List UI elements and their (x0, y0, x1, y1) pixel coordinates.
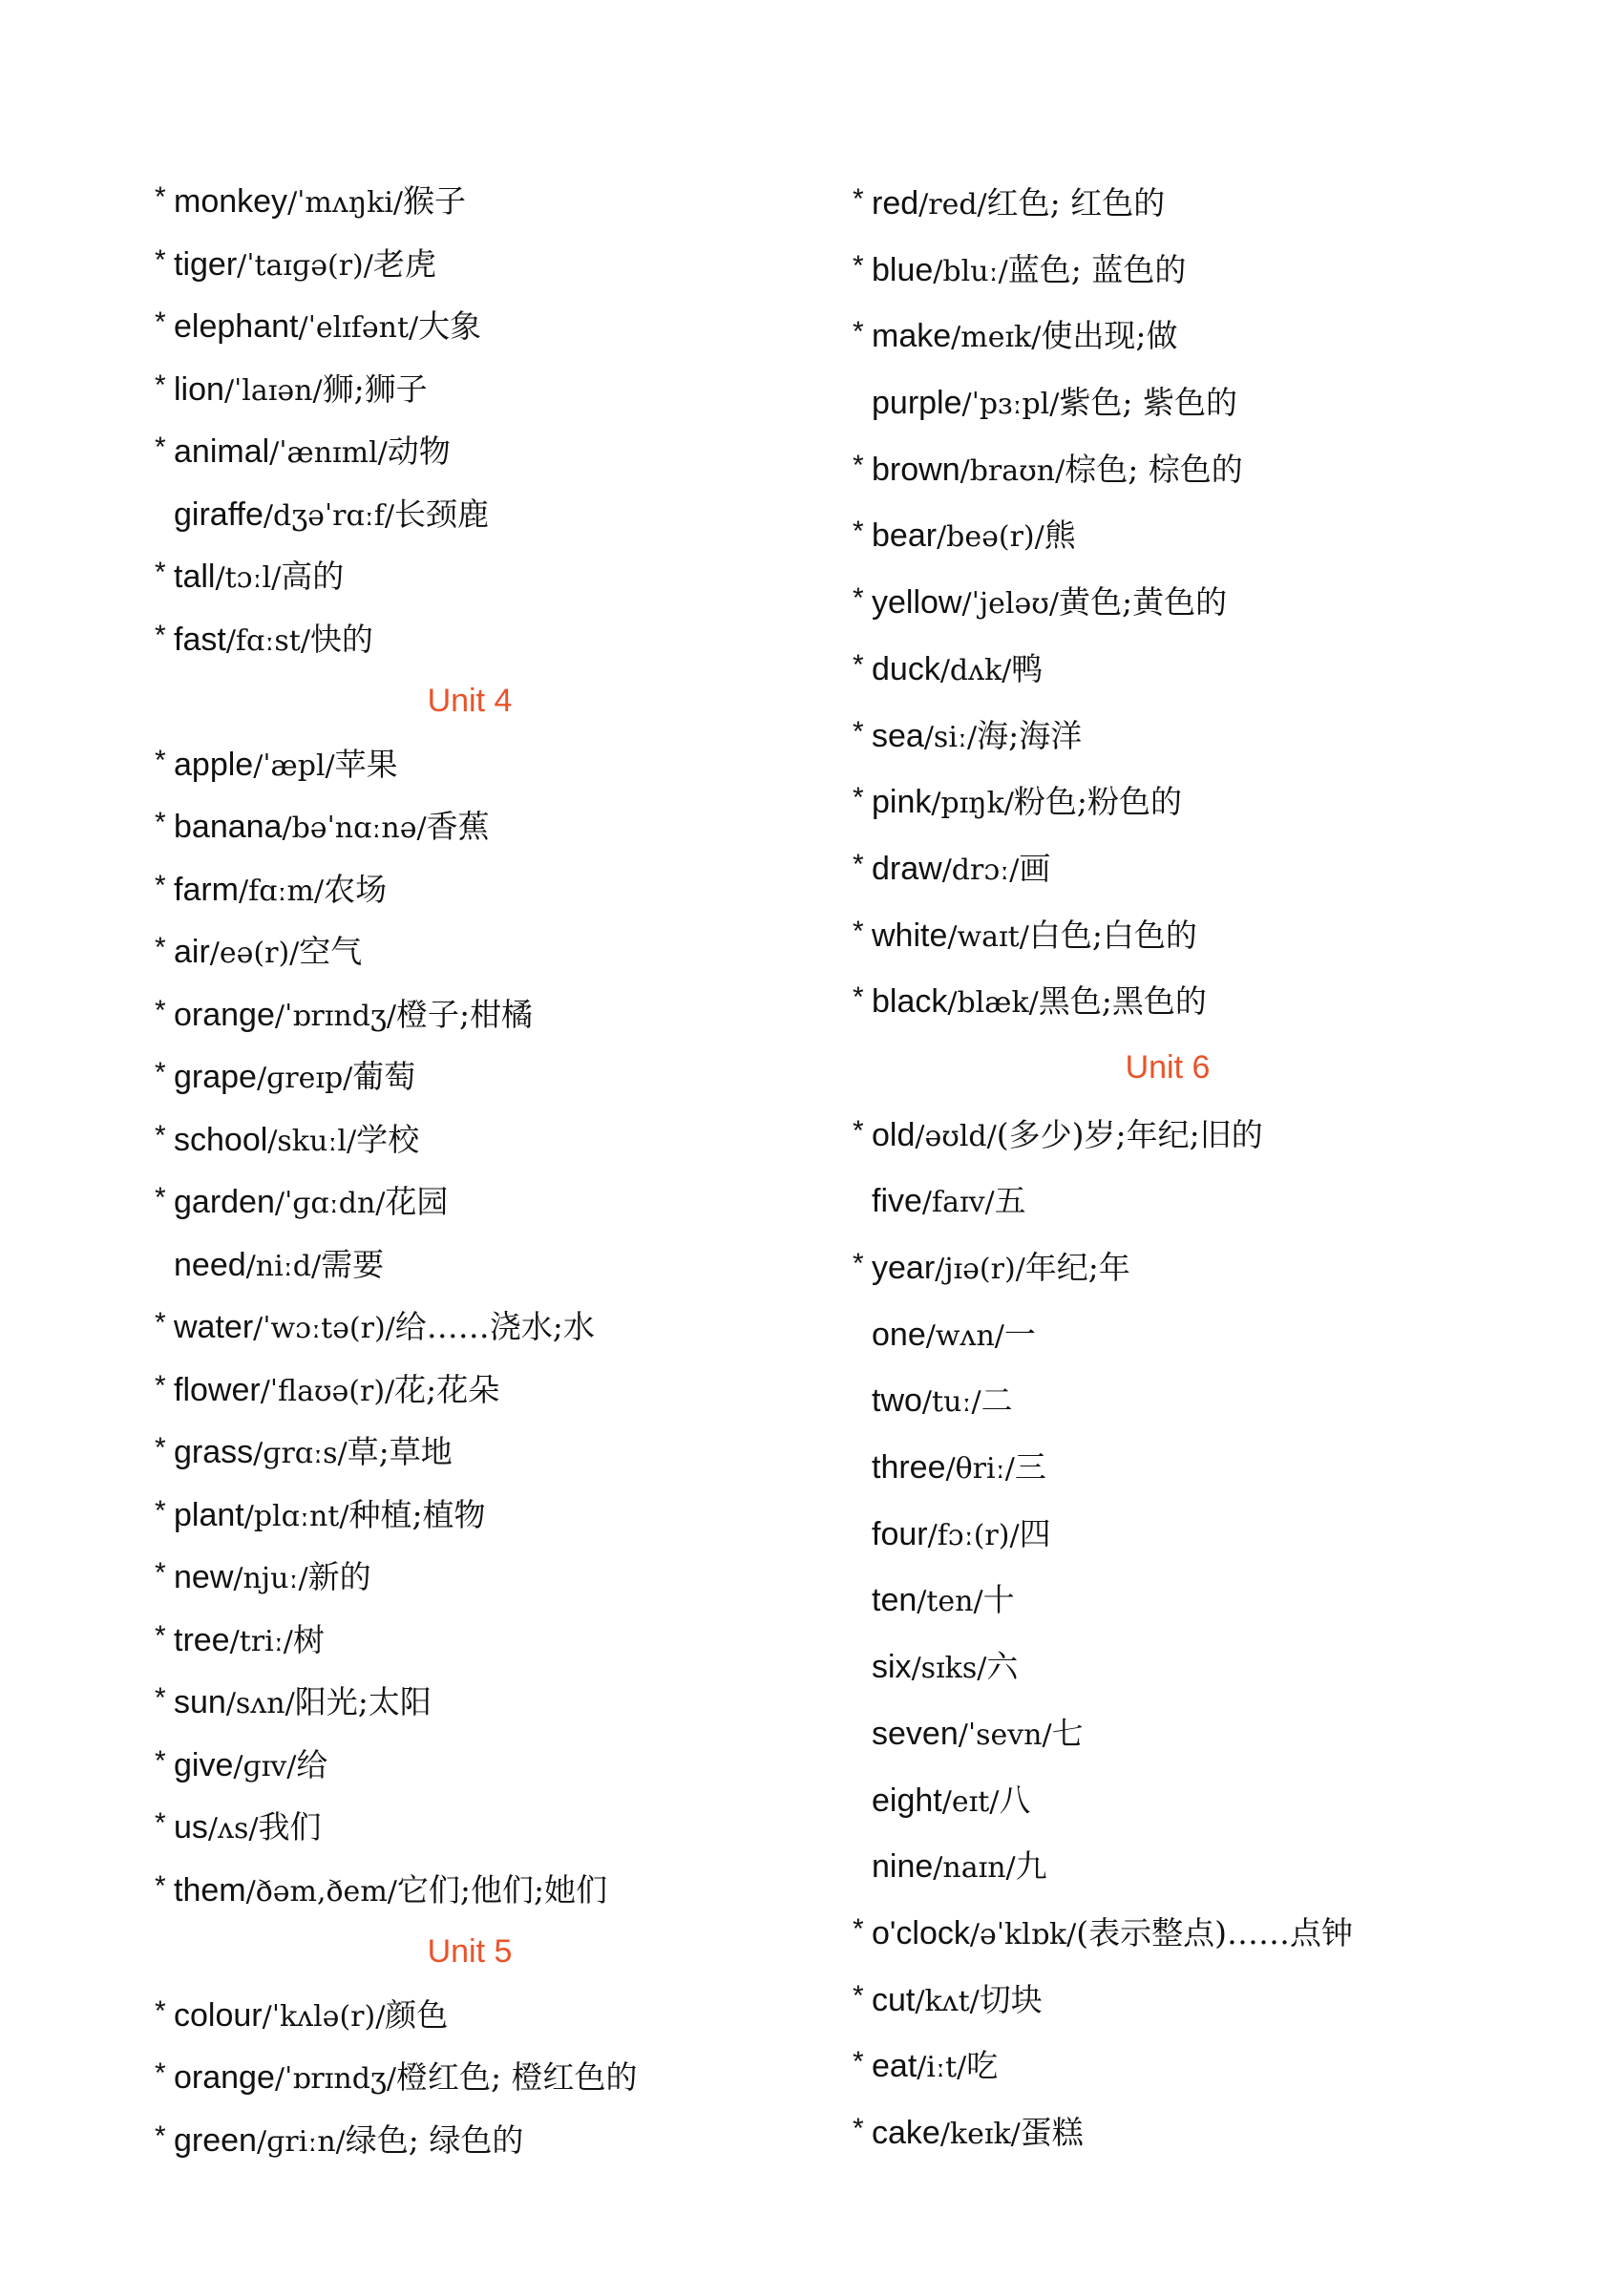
chinese-meaning: 鸭 (1011, 649, 1044, 687)
star-mark: * (853, 1979, 864, 2012)
phonetic-transcription: /ʌs/ (207, 1812, 259, 1846)
vocab-entry (155, 2046, 880, 2109)
vocab-entry (155, 1484, 880, 1547)
vocab-word: purple (872, 385, 962, 422)
vocab-entry (155, 1234, 880, 1297)
vocab-entry (853, 1501, 1578, 1568)
star-mark: * (853, 183, 864, 215)
vocab-word: blue (872, 251, 934, 288)
chinese-meaning: 红色; 红色的 (986, 184, 1166, 221)
star-mark: * (155, 1807, 166, 1839)
chinese-meaning: 棕色; 棕色的 (1065, 450, 1243, 488)
phonetic-transcription: /ˈkʌlə(r)/ (262, 1999, 386, 2034)
star-mark: * (853, 249, 864, 282)
phonetic-transcription: /ˈɒrɪndʒ/ (274, 2062, 396, 2096)
vocab-word: nine (872, 1848, 934, 1886)
chinese-meaning: 紫色; 紫色的 (1059, 384, 1237, 422)
phonetic-transcription: /ˈwɔːtə(r)/ (253, 1312, 395, 1345)
phonetic-transcription: /əˈklɒk/ (969, 1917, 1077, 1951)
vocab-entry (155, 2109, 880, 2172)
vocab-entry (155, 1421, 880, 1484)
vocab-word: green (174, 2121, 257, 2159)
vocab-word: tall (174, 559, 216, 595)
vocab-word: fast (174, 621, 226, 658)
vocab-word: flower (174, 1371, 261, 1408)
chinese-meaning: 老虎 (372, 244, 436, 283)
vocab-entry (155, 170, 880, 233)
vocab-word: tree (174, 1621, 230, 1658)
chinese-meaning: 五 (994, 1182, 1026, 1220)
vocab-word: o'clock (872, 1914, 970, 1951)
phonetic-transcription: /θriː/ (945, 1452, 1015, 1487)
chinese-meaning: (表示整点)……点钟 (1076, 1913, 1353, 1951)
star-mark: * (853, 648, 864, 681)
vocab-word: need (174, 1246, 246, 1283)
phonetic-transcription: /kʌt/ (915, 1984, 980, 2018)
star-mark: * (155, 1119, 166, 1151)
phonetic-transcription: /ten/ (917, 1585, 983, 1619)
vocab-word: plant (174, 1496, 244, 1533)
phonetic-transcription: /bəˈnɑːnə/ (282, 812, 427, 845)
chinese-meaning: 七 (1051, 1714, 1084, 1752)
phonetic-transcription: /ɡreɪp/ (256, 1062, 353, 1095)
chinese-meaning: 它们;他们;她们 (396, 1870, 608, 1909)
chinese-meaning: 黑色;黑色的 (1038, 982, 1207, 1021)
vocab-entry (155, 1796, 880, 1859)
vocab-entry (155, 733, 880, 796)
star-mark: * (853, 516, 864, 548)
chinese-meaning: 苹果 (334, 745, 398, 783)
star-mark: * (155, 869, 166, 901)
vocab-entry (853, 170, 1578, 237)
vocab-word: three (872, 1449, 946, 1487)
vocab-word: six (872, 1649, 912, 1686)
star-mark: * (853, 316, 864, 348)
vocab-entry (155, 233, 880, 296)
phonetic-transcription: /naɪn/ (933, 1851, 1016, 1886)
chinese-meaning: 猴子 (403, 182, 467, 220)
phonetic-transcription: /fɔː(r)/ (927, 1518, 1020, 1552)
chinese-meaning: 葡萄 (352, 1058, 416, 1095)
chinese-meaning: 白色;白色的 (1028, 916, 1197, 954)
chinese-meaning: 绿色; 绿色的 (345, 2120, 524, 2159)
unit-heading: Unit 5 (427, 1933, 513, 1970)
chinese-meaning: 高的 (281, 558, 345, 595)
vocab-word: colour (174, 1996, 263, 2034)
star-mark: * (853, 1912, 864, 1945)
vocab-word: make (872, 318, 952, 355)
star-mark: * (853, 782, 864, 814)
star-mark: * (155, 432, 166, 463)
star-mark: * (155, 557, 166, 588)
star-mark: * (155, 243, 166, 276)
vocab-entry (853, 968, 1578, 1035)
chinese-meaning: 四 (1019, 1514, 1051, 1552)
chinese-meaning: 蛋糕 (1020, 2113, 1084, 2151)
phonetic-transcription: /jɪə(r)/ (935, 1253, 1025, 1286)
phonetic-transcription: /ˈlaɪən/ (223, 373, 323, 408)
chinese-meaning: 需要 (321, 1245, 385, 1283)
vocab-entry (853, 303, 1578, 369)
vocab-entry (155, 1734, 880, 1797)
vocab-entry (853, 1434, 1578, 1501)
phonetic-transcription: /waɪt/ (947, 919, 1029, 954)
vocab-word: old (872, 1116, 916, 1153)
vocab-word: duck (872, 650, 940, 687)
vocab-word: bear (872, 517, 938, 555)
vocab-word: black (872, 983, 948, 1021)
vocab-word: lion (174, 370, 224, 408)
vocab-word: two (872, 1382, 922, 1420)
vocab-word: ten (872, 1582, 917, 1619)
vocab-entry (853, 569, 1578, 636)
chinese-meaning: (多少)岁;年纪;旧的 (996, 1115, 1263, 1153)
star-mark: * (155, 1369, 166, 1402)
vocab-entry (853, 237, 1578, 304)
chinese-meaning: 十 (982, 1581, 1015, 1619)
vocab-word: white (872, 917, 948, 954)
vocab-word: yellow (872, 584, 962, 622)
star-mark: * (853, 981, 864, 1014)
phonetic-transcription: /ˈænɪml/ (269, 436, 388, 470)
vocab-word: one (872, 1316, 926, 1353)
vocab-entry (853, 769, 1578, 835)
vocab-word: sea (872, 717, 924, 754)
chinese-meaning: 大象 (418, 307, 482, 345)
vocab-word: new (174, 1559, 234, 1595)
vocab-entry (155, 608, 880, 671)
chinese-meaning: 阳光;太阳 (294, 1683, 432, 1720)
chinese-meaning: 橙子;柑橘 (395, 995, 534, 1033)
phonetic-transcription: /ðəm,ðem/ (245, 1874, 397, 1909)
vocab-word: eat (872, 2048, 917, 2085)
phonetic-transcription: /tɔːl/ (215, 561, 282, 595)
chinese-meaning: 八 (999, 1781, 1031, 1819)
chinese-meaning: 草;草地 (347, 1433, 453, 1470)
vocab-word: year (872, 1250, 936, 1286)
vocab-word: red (872, 185, 919, 221)
phonetic-transcription: /ˈflaʊə(r)/ (260, 1374, 395, 1408)
vocab-word: pink (872, 784, 932, 821)
vocab-entry (853, 1833, 1578, 1900)
chinese-meaning: 二 (981, 1382, 1013, 1420)
unit-heading: Unit 4 (427, 683, 513, 719)
star-mark: * (155, 1994, 166, 2027)
chinese-meaning: 花;花朵 (394, 1370, 500, 1408)
phonetic-transcription: /ɡriːn/ (256, 2124, 346, 2159)
star-mark: * (853, 582, 864, 615)
phonetic-transcription: /wʌn/ (925, 1318, 1004, 1353)
phonetic-transcription: /eɪt/ (941, 1784, 1000, 1819)
chinese-meaning: 蓝色; 蓝色的 (1007, 250, 1187, 288)
star-mark: * (155, 1869, 166, 1902)
vocab-word: air (174, 934, 210, 970)
phonetic-transcription: /ˈelɪfənt/ (298, 311, 419, 345)
phonetic-transcription: /ˈjeləʊ/ (961, 587, 1059, 622)
phonetic-transcription: /njuː/ (233, 1562, 308, 1595)
chinese-meaning: 年纪;年 (1024, 1249, 1130, 1286)
chinese-meaning: 橙红色; 橙红色的 (395, 2058, 638, 2096)
vocab-entry (853, 2099, 1578, 2166)
star-mark: * (155, 181, 166, 213)
vocab-word: giraffe (174, 496, 264, 533)
vocab-word: grass (174, 1434, 254, 1470)
chinese-meaning: 海;海洋 (977, 716, 1083, 754)
vocab-entry (155, 545, 880, 608)
chinese-meaning: 粉色;粉色的 (1013, 783, 1183, 821)
vocab-word: garden (174, 1184, 275, 1220)
vocab-entry (853, 502, 1578, 569)
phonetic-transcription: /bluː/ (933, 254, 1008, 288)
phonetic-transcription: /dʒəˈrɑːf/ (263, 498, 394, 533)
vocab-word: brown (872, 451, 960, 488)
vocab-entry (155, 795, 880, 858)
phonetic-transcription: /niːd/ (245, 1249, 322, 1283)
vocab-entry (853, 1301, 1578, 1368)
star-mark: * (155, 994, 166, 1026)
phonetic-transcription: /skuːl/ (267, 1124, 357, 1158)
phonetic-transcription: /beə(r)/ (937, 520, 1044, 555)
chinese-meaning: 新的 (307, 1558, 371, 1595)
vocab-word: sun (174, 1684, 226, 1720)
vocab-entry (853, 2033, 1578, 2099)
star-mark: * (155, 1744, 166, 1777)
phonetic-transcription: /siː/ (923, 720, 978, 754)
vocab-entry (853, 1367, 1578, 1434)
star-mark: * (155, 1432, 166, 1464)
chinese-meaning: 一 (1003, 1315, 1036, 1353)
vocab-entry (853, 902, 1578, 969)
vocab-word: cut (872, 1981, 916, 2018)
vocab-word: monkey (174, 183, 288, 220)
star-mark: * (155, 306, 166, 338)
chinese-meaning: 使出现;做 (1041, 317, 1178, 355)
vocab-word: tiger (174, 245, 238, 283)
vocab-entry (155, 1609, 880, 1672)
star-mark: * (155, 1682, 166, 1714)
phonetic-transcription: /ˈɒrɪndʒ/ (274, 999, 396, 1033)
phonetic-transcription: /ˈsevn/ (958, 1718, 1052, 1752)
phonetic-transcription: /ɡɪv/ (233, 1749, 297, 1783)
phonetic-transcription: /meɪk/ (951, 321, 1042, 355)
phonetic-transcription: /fɑːm/ (239, 874, 325, 908)
vocab-entry (155, 1045, 880, 1108)
vocab-word: us (174, 1809, 208, 1846)
vocab-entry (155, 1671, 880, 1734)
vocab-word: give (174, 1746, 234, 1783)
chinese-meaning: 三 (1014, 1448, 1046, 1487)
vocab-word: seven (872, 1715, 959, 1752)
vocab-word: eight (872, 1782, 942, 1819)
star-mark: * (155, 1619, 166, 1652)
vocab-entry (853, 1234, 1578, 1301)
vocab-entry (155, 295, 880, 358)
vocab-word: farm (174, 871, 239, 908)
vocab-word: them (174, 1871, 246, 1909)
vocab-word: grape (174, 1059, 257, 1095)
vocab-entry (155, 858, 880, 921)
phonetic-transcription: /triː/ (229, 1624, 293, 1658)
vocab-word: animal (174, 433, 270, 470)
chinese-meaning: 切块 (979, 1980, 1043, 2018)
chinese-meaning: 花园 (385, 1183, 449, 1220)
phonetic-transcription: /ˈæpl/ (253, 749, 335, 783)
chinese-meaning: 树 (292, 1620, 325, 1658)
chinese-meaning: 狮;狮子 (322, 369, 428, 408)
right-column (853, 170, 1578, 2166)
chinese-meaning: 吃 (966, 2047, 999, 2085)
vocab-entry (155, 1546, 880, 1609)
phonetic-transcription: /plɑːnt/ (243, 1499, 349, 1533)
star-mark: * (155, 1557, 166, 1589)
vocab-word: draw (872, 850, 942, 887)
star-mark: * (853, 1114, 864, 1147)
phonetic-transcription: /sʌn/ (225, 1687, 295, 1720)
vocab-word: cake (872, 2114, 940, 2151)
vocab-entry (853, 636, 1578, 703)
phonetic-transcription: /drɔː/ (941, 853, 1020, 887)
star-mark: * (853, 1248, 864, 1279)
phonetic-transcription: /əʊld/ (915, 1119, 997, 1153)
phonetic-transcription: /blæk/ (947, 986, 1039, 1021)
vocab-entry (853, 703, 1578, 770)
vocab-entry (155, 483, 880, 546)
star-mark: * (155, 1307, 166, 1339)
phonetic-transcription: /pɪŋk/ (931, 787, 1014, 821)
vocab-entry (853, 436, 1578, 503)
chinese-meaning: 给 (296, 1745, 328, 1783)
chinese-meaning: 快的 (309, 620, 373, 658)
star-mark: * (853, 715, 864, 748)
star-mark: * (155, 932, 166, 963)
vocab-word: water (174, 1309, 254, 1345)
vocab-word: orange (174, 2059, 275, 2096)
chinese-meaning: 农场 (324, 870, 388, 908)
vocab-word: apple (174, 746, 254, 783)
chinese-meaning: 香蕉 (426, 808, 490, 845)
unit-heading: Unit 6 (1125, 1048, 1211, 1086)
vocab-entry (155, 1984, 880, 2047)
chinese-meaning: 长颈鹿 (394, 495, 489, 533)
phonetic-transcription: /faɪv/ (921, 1186, 995, 1220)
vocab-entry (155, 420, 880, 483)
chinese-meaning: 学校 (356, 1120, 420, 1158)
phonetic-transcription: /ˈmʌŋki/ (287, 186, 404, 220)
vocab-entry (853, 835, 1578, 902)
star-mark: * (155, 807, 166, 838)
vocab-entry (155, 1108, 880, 1171)
vocab-word: orange (174, 996, 275, 1033)
vocab-entry (853, 1900, 1578, 1967)
chinese-meaning: 空气 (299, 933, 363, 970)
chinese-meaning: 画 (1019, 849, 1051, 887)
star-mark: * (155, 744, 166, 776)
phonetic-transcription: /red/ (918, 188, 987, 221)
vocab-entry (155, 1296, 880, 1359)
phonetic-transcription: /dʌk/ (939, 653, 1012, 687)
phonetic-transcription: /eə(r)/ (209, 937, 300, 970)
star-mark: * (155, 2057, 166, 2089)
vocab-entry (155, 358, 880, 421)
star-mark: * (853, 449, 864, 481)
star-mark: * (155, 1057, 166, 1088)
star-mark: * (853, 2112, 864, 2144)
vocab-entry (853, 1567, 1578, 1634)
vocab-word: five (872, 1183, 922, 1220)
chinese-meaning: 我们 (258, 1808, 322, 1846)
vocab-entry (853, 1767, 1578, 1834)
star-mark: * (155, 1494, 166, 1527)
vocab-entry (155, 920, 880, 983)
vocab-entry (853, 1967, 1578, 2034)
star-mark: * (853, 915, 864, 947)
star-mark: * (155, 619, 166, 651)
vocab-entry (155, 1359, 880, 1422)
vocab-entry (853, 1168, 1578, 1234)
phonetic-transcription: /keɪk/ (939, 2117, 1021, 2151)
vocab-entry (155, 983, 880, 1046)
vocab-entry (853, 1634, 1578, 1700)
phonetic-transcription: /tuː/ (921, 1385, 981, 1420)
vocab-word: four (872, 1515, 928, 1552)
chinese-meaning: 种植;植物 (348, 1495, 486, 1533)
star-mark: * (155, 1182, 166, 1213)
vocab-entry (155, 1859, 880, 1922)
vocab-entry (853, 1700, 1578, 1767)
vocab-word: elephant (174, 308, 299, 345)
vocab-word: school (174, 1121, 268, 1158)
phonetic-transcription: /braʊn/ (960, 453, 1065, 488)
vocab-entry (155, 1171, 880, 1234)
vocab-word: banana (174, 809, 283, 845)
vocab-entry (853, 1102, 1578, 1169)
phonetic-transcription: /iːt/ (917, 2051, 967, 2085)
phonetic-transcription: /ˈɡɑːdn/ (274, 1187, 386, 1220)
chinese-meaning: 动物 (387, 432, 451, 470)
chinese-meaning: 颜色 (385, 1995, 449, 2034)
phonetic-transcription: /sɪks/ (911, 1652, 987, 1686)
star-mark: * (853, 848, 864, 880)
chinese-meaning: 九 (1015, 1847, 1047, 1886)
star-mark: * (155, 2120, 166, 2152)
star-mark: * (155, 369, 166, 401)
vocab-entry (853, 369, 1578, 436)
chinese-meaning: 给……浇水;水 (394, 1308, 595, 1345)
phonetic-transcription: /fɑːst/ (225, 623, 310, 658)
phonetic-transcription: /ɡrɑːs/ (253, 1437, 348, 1470)
phonetic-transcription: /ˈpɜːpl/ (961, 388, 1060, 422)
phonetic-transcription: /ˈtaɪɡə(r)/ (237, 248, 373, 283)
chinese-meaning: 熊 (1044, 517, 1076, 555)
chinese-meaning: 黄色;黄色的 (1058, 583, 1228, 622)
left-column (155, 170, 880, 2171)
star-mark: * (853, 2046, 864, 2078)
chinese-meaning: 六 (986, 1648, 1019, 1686)
